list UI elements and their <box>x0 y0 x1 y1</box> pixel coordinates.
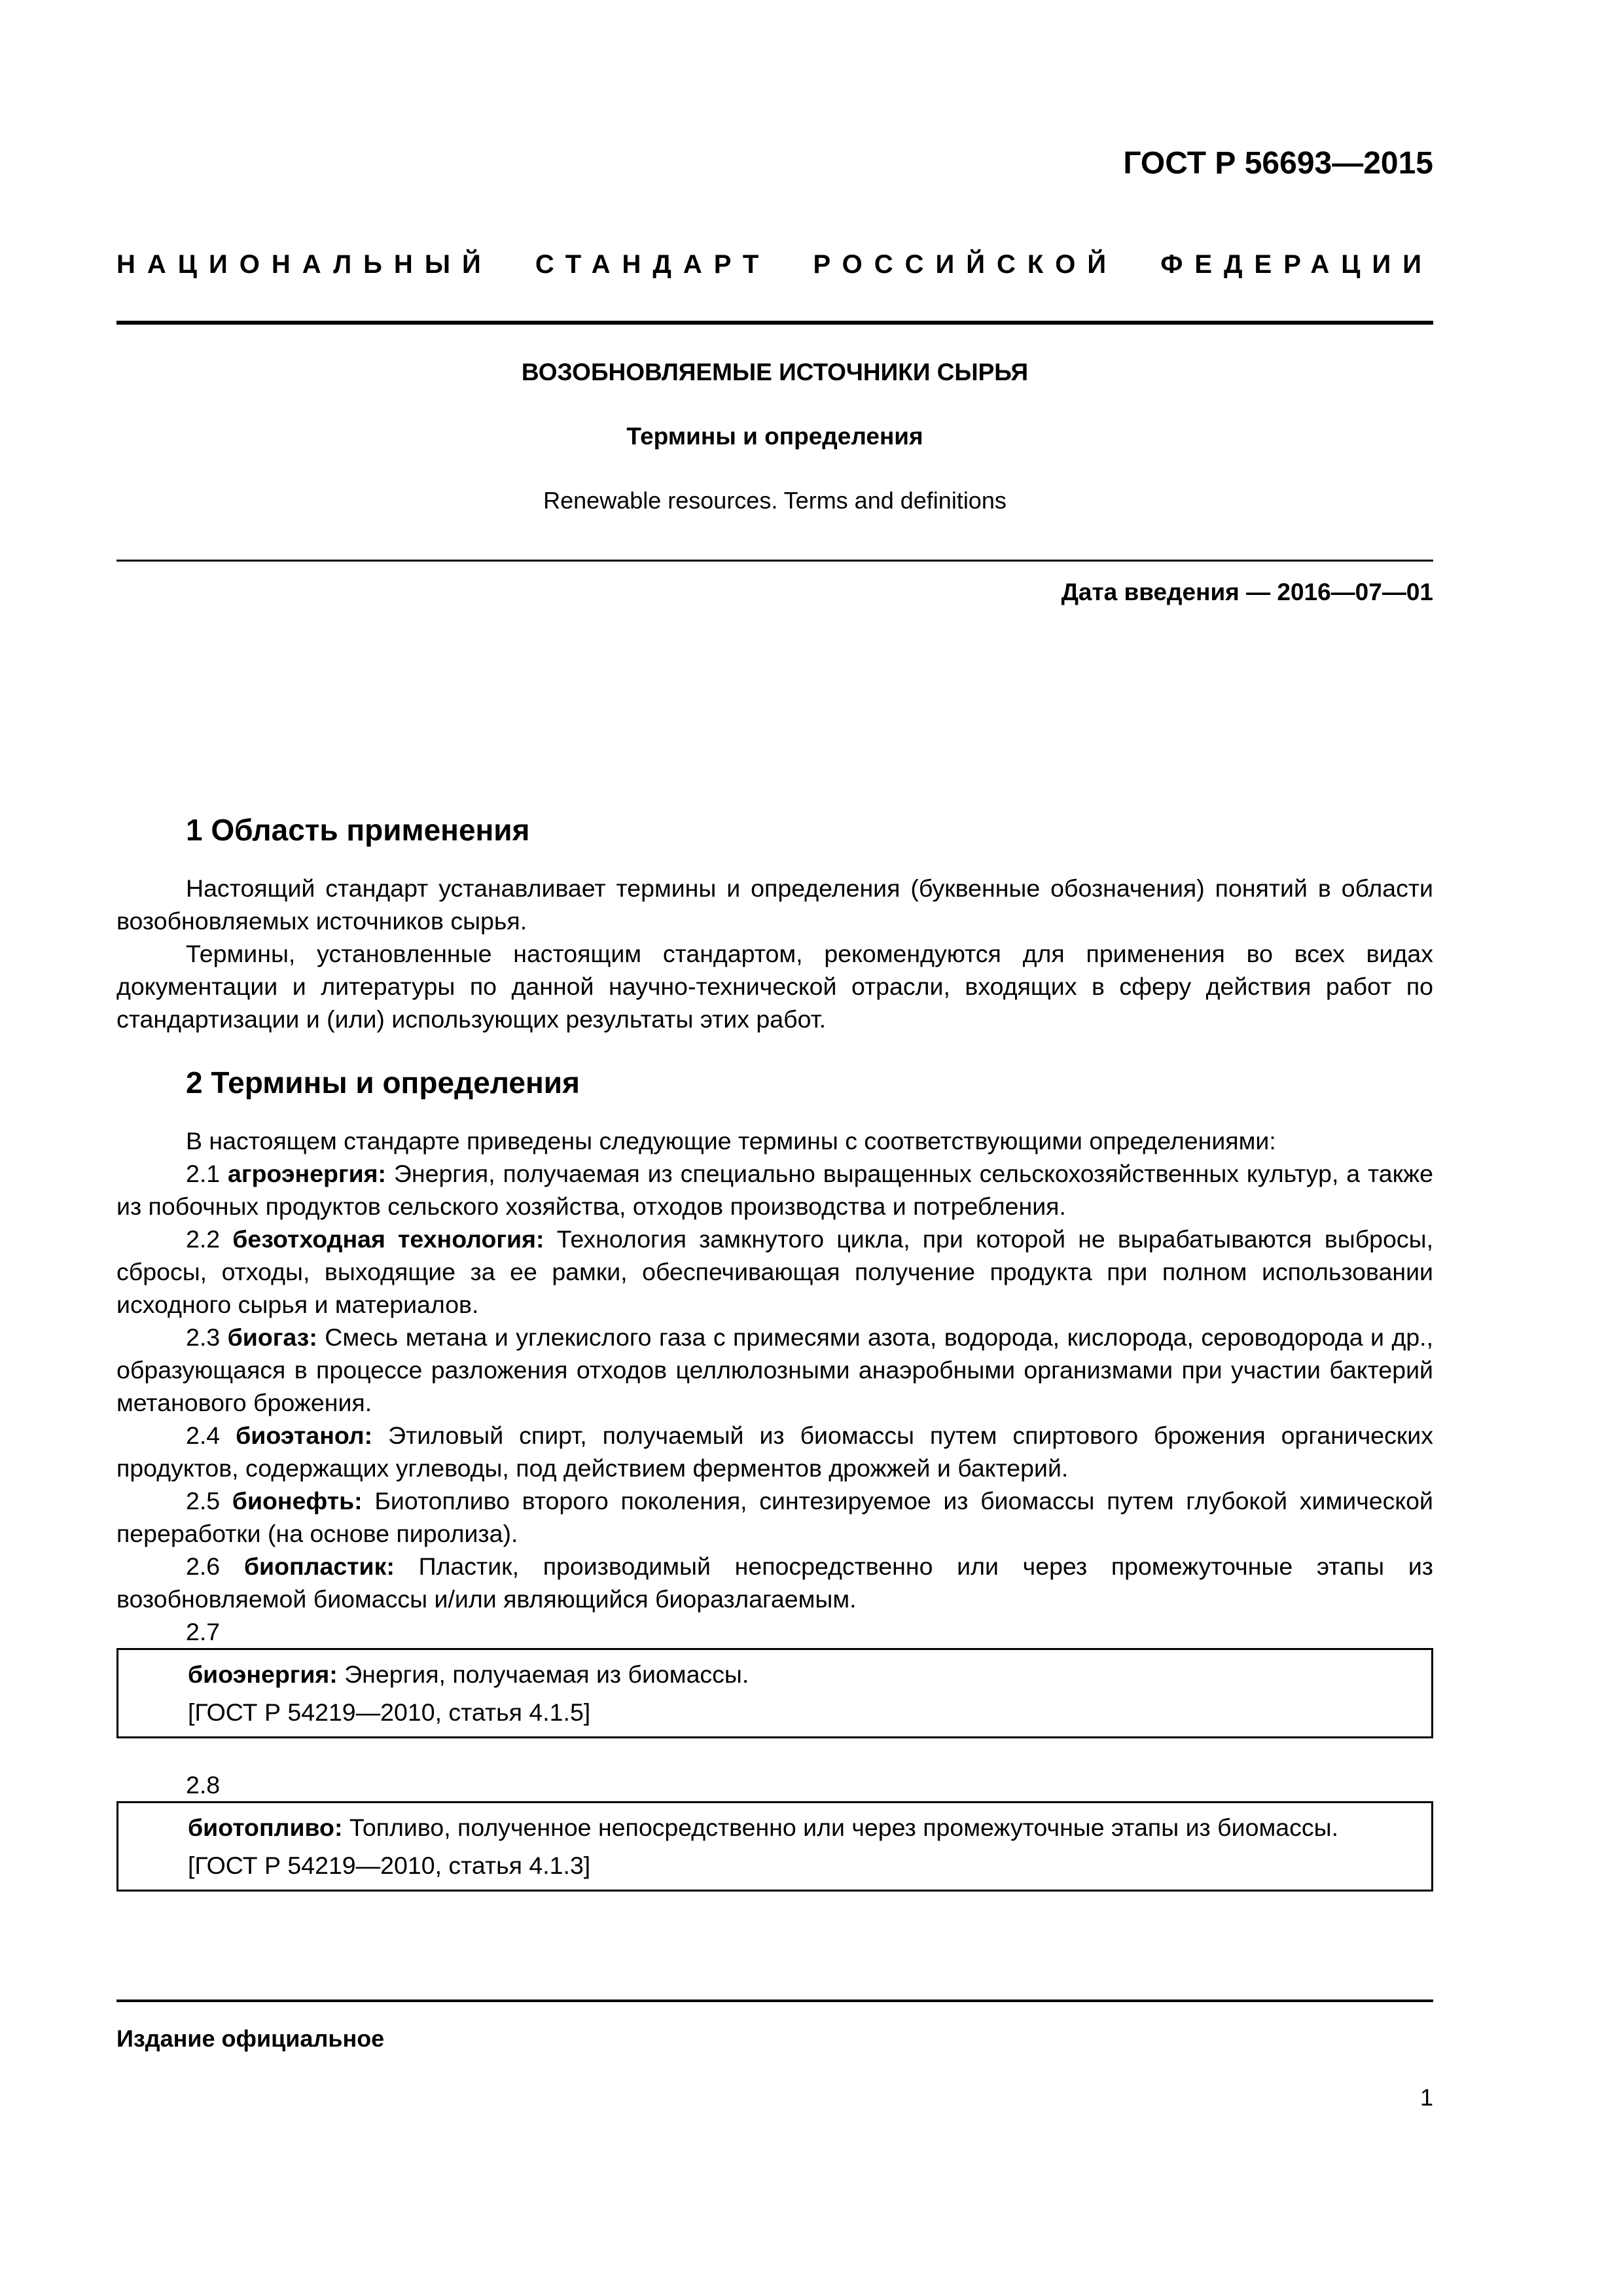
term-box <box>116 1648 1433 1738</box>
term-entry <box>116 1419 1433 1484</box>
title-rule <box>116 560 1433 562</box>
term-definition: Пластик, производимый непосредственно или через промежуточные этапы из возобновляемой биомассы и/или являющийся биоразлагаемым. <box>116 1552 1433 1613</box>
term-name: бионефть: <box>232 1487 363 1515</box>
term-entry <box>116 1484 1433 1550</box>
section-1-paragraph: Настоящий стандарт устанавливает термины и определения (буквенные обозначения) понятий в области возобновляемых источников сырья. <box>116 874 1433 935</box>
term-number: 2.5 <box>186 1487 221 1515</box>
term-definition: Топливо, полученное непосредственно или через промежуточные этапы из биомассы. <box>349 1814 1338 1841</box>
national-standard-banner: НАЦИОНАЛЬНЫЙ СТАНДАРТ РОССИЙСКОЙ ФЕДЕРАЦИИ <box>116 250 1433 279</box>
document-body <box>116 810 1433 1892</box>
term-entry <box>188 1658 1416 1691</box>
document-title: ВОЗОБНОВЛЯЕМЫЕ ИСТОЧНИКИ СЫРЬЯ <box>521 359 1029 386</box>
term-name: биотопливо: <box>188 1814 343 1841</box>
term-definition: Этиловый спирт, получаемый из биомассы путем спиртового брожения органических продуктов, содержащих углеводы, под действием ферментов дрожжей и бактерий. <box>116 1422 1434 1482</box>
term-entry <box>116 1157 1433 1223</box>
term-number: 2.7 <box>186 1618 221 1645</box>
term-number: 2.1 <box>186 1160 221 1187</box>
term-definition: Смесь метана и углекислого газа с примесями азота, водорода, кислорода, сероводорода и др., образующаяся в процессе разложения отходов целлюлозными анаэробными организмами при участии бактерий метанового брожения. <box>116 1323 1434 1416</box>
document-code: ГОСТ Р 56693—2015 <box>1123 146 1433 181</box>
term-source: [ГОСТ Р 54219—2010, статья 4.1.3] <box>188 1852 591 1879</box>
term-name: биогаз: <box>227 1323 317 1351</box>
term-definition: Технология замкнутого цикла, при которой не вырабатываются выбросы, сбросы, отходы, выходящие за ее рамки, обеспечивающая получение продукта при полном использовании исходного сырья и материалов. <box>116 1225 1434 1318</box>
document-subtitle: Термины и определения <box>626 423 923 450</box>
term-name: биоэнергия: <box>188 1660 338 1688</box>
footer-rule <box>116 2000 1433 2002</box>
term-entry <box>116 1321 1433 1419</box>
edition-label: Издание официальное <box>116 2025 385 2052</box>
section-2-heading: 2 Термины и определения <box>186 1066 580 1100</box>
term-source: [ГОСТ Р 54219—2010, статья 4.1.5] <box>188 1698 591 1726</box>
term-entry <box>116 1550 1433 1615</box>
spacer <box>116 1738 1433 1768</box>
term-definition: Энергия, получаемая из биомассы. <box>344 1660 749 1688</box>
term-number: 2.3 <box>186 1323 221 1351</box>
document-title-english: Renewable resources. Terms and definitions <box>543 487 1007 514</box>
section-1-paragraph: Термины, установленные настоящим стандартом, рекомендуются для применения во всех видах документации и литературы по данной научно-технической отрасли, входящих в сферу действия работ по стандартизации и (или) использующих результаты этих работ. <box>116 940 1433 1033</box>
page-number: 1 <box>1419 2084 1433 2111</box>
introduction-date: Дата введения — 2016—07—01 <box>1061 579 1433 605</box>
header-rule <box>116 321 1433 325</box>
term-box <box>116 1801 1433 1892</box>
term-name: биоэтанол: <box>236 1422 373 1449</box>
term-name: безотходная технология: <box>232 1225 544 1253</box>
term-entry <box>116 1223 1433 1321</box>
term-definition: Энергия, получаемая из специально выращенных сельскохозяйственных культур, а также из побочных продуктов сельского хозяйства, отходов производства и потребления. <box>116 1160 1433 1220</box>
term-number: 2.8 <box>186 1771 221 1799</box>
term-number: 2.4 <box>186 1422 221 1449</box>
term-entry <box>188 1811 1416 1844</box>
term-name: агроэнергия: <box>228 1160 387 1187</box>
term-name: биопластик: <box>243 1552 395 1580</box>
term-number: 2.6 <box>186 1552 221 1580</box>
section-2-intro: В настоящем стандарте приведены следующие термины с соответствующими определениями: <box>186 1127 1276 1155</box>
term-number: 2.2 <box>186 1225 221 1253</box>
term-definition: Биотопливо второго поколения, синтезируемое из биомассы путем глубокой химической переработки (на основе пиролиза). <box>116 1487 1433 1547</box>
section-1-heading: 1 Область применения <box>186 813 530 847</box>
